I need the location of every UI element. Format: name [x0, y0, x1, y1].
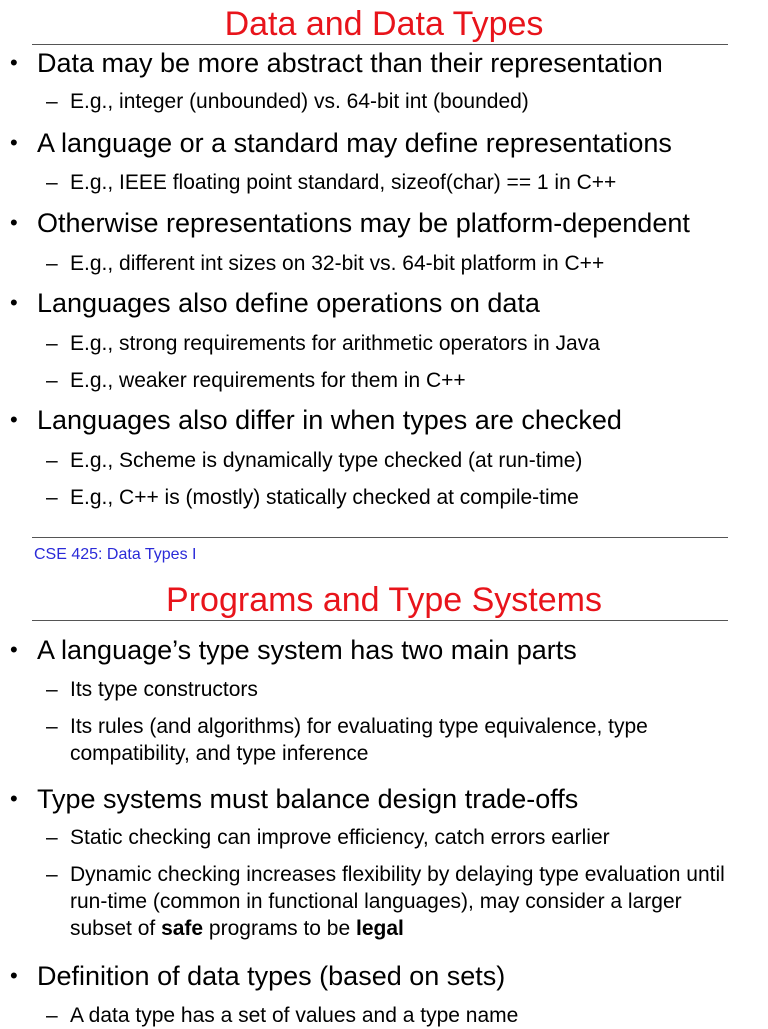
footer-rule — [32, 537, 728, 538]
sub-bullet-item — [46, 1002, 746, 1029]
sub-bullet-text: Its rules (and algorithms) for evaluating type equivalence, type compatibility, and type inference — [70, 715, 648, 765]
sub-bullet-item — [46, 367, 746, 394]
bullet-glyph: • — [10, 210, 18, 235]
slide-footer: CSE 425: Data Types I — [34, 546, 197, 563]
bullet-text: Data may be more abstract than their representation — [37, 48, 663, 78]
bullet-text: Languages also differ in when types are checked — [37, 405, 622, 435]
sub-bullet-item — [46, 861, 746, 942]
bullet-text: Definition of data types (based on sets) — [37, 961, 506, 991]
bullet-glyph: • — [10, 407, 18, 432]
sub-bullet-item — [46, 88, 746, 115]
dash-glyph: – — [46, 486, 58, 509]
sub-bullet-item — [46, 447, 746, 474]
sub-bullet-item — [46, 676, 746, 703]
dash-glyph: – — [46, 252, 58, 275]
sub-bullet-text: Its type constructors — [70, 678, 258, 701]
sub-bullet-text: Static checking can improve efficiency, catch errors earlier — [70, 826, 610, 849]
slide-title: Programs and Type Systems — [166, 581, 602, 619]
sub-bullet-text: E.g., different int sizes on 32-bit vs. 64-bit platform in C++ — [70, 252, 605, 275]
slide-programs-and-type-systems — [0, 578, 768, 1027]
sub-bullet-item — [46, 250, 746, 277]
dash-glyph: – — [46, 171, 58, 194]
bullet-glyph: • — [10, 637, 18, 662]
bullet-text: Languages also define operations on data — [37, 288, 540, 318]
sub-bullet-text: E.g., Scheme is dynamically type checked (at run-time) — [70, 449, 583, 472]
dash-glyph: – — [46, 90, 58, 113]
bullet-glyph: • — [10, 963, 18, 988]
bullet-text: A language or a standard may define representations — [37, 128, 672, 158]
sub-bullet-text: E.g., integer (unbounded) vs. 64-bit int (bounded) — [70, 90, 529, 113]
sub-bullet-item — [46, 713, 726, 767]
bullet-text: A language’s type system has two main parts — [37, 635, 577, 665]
bullet-glyph: • — [10, 50, 18, 75]
dash-glyph: – — [46, 826, 58, 849]
sub-bullet-item — [46, 824, 746, 851]
emphasis-legal: legal — [356, 917, 404, 940]
bullet-text: Type systems must balance design trade-offs — [37, 784, 579, 814]
sub-bullet-text — [70, 861, 746, 942]
sub-bullet-item — [46, 484, 746, 511]
sub-bullet-text: E.g., IEEE floating point standard, sizeof(char) == 1 in C++ — [70, 171, 617, 194]
sub-bullet-text: E.g., C++ is (mostly) statically checked at compile-time — [70, 486, 579, 509]
dash-glyph: – — [46, 332, 58, 355]
dash-glyph: – — [46, 863, 58, 886]
title-rule — [32, 44, 728, 45]
emphasis-safe: safe — [161, 917, 204, 940]
dash-glyph: – — [46, 1004, 58, 1027]
bullet-text: Otherwise representations may be platform-dependent — [37, 208, 690, 238]
sub-bullet-item — [46, 330, 746, 357]
sub-bullet-text-part: programs to be — [203, 917, 356, 940]
sub-bullet-text-part: Dynamic checking increases flexibility by delaying type evaluation until run-time (common in functional languages), may consider a larger subset of — [70, 863, 725, 940]
title-rule — [32, 620, 728, 621]
sub-bullet-text: A data type has a set of values and a type name — [70, 1004, 519, 1027]
bullet-glyph: • — [10, 290, 18, 315]
dash-glyph: – — [46, 369, 58, 392]
sub-bullet-text: E.g., weaker requirements for them in C++ — [70, 369, 466, 392]
sub-bullet-item — [46, 169, 746, 196]
sub-bullet-text: E.g., strong requirements for arithmetic operators in Java — [70, 332, 600, 355]
bullet-glyph: • — [10, 786, 18, 811]
dash-glyph: – — [46, 449, 58, 472]
dash-glyph: – — [46, 678, 58, 701]
bullet-glyph: • — [10, 130, 18, 155]
dash-glyph: – — [46, 715, 58, 738]
slide-title: Data and Data Types — [224, 5, 544, 43]
